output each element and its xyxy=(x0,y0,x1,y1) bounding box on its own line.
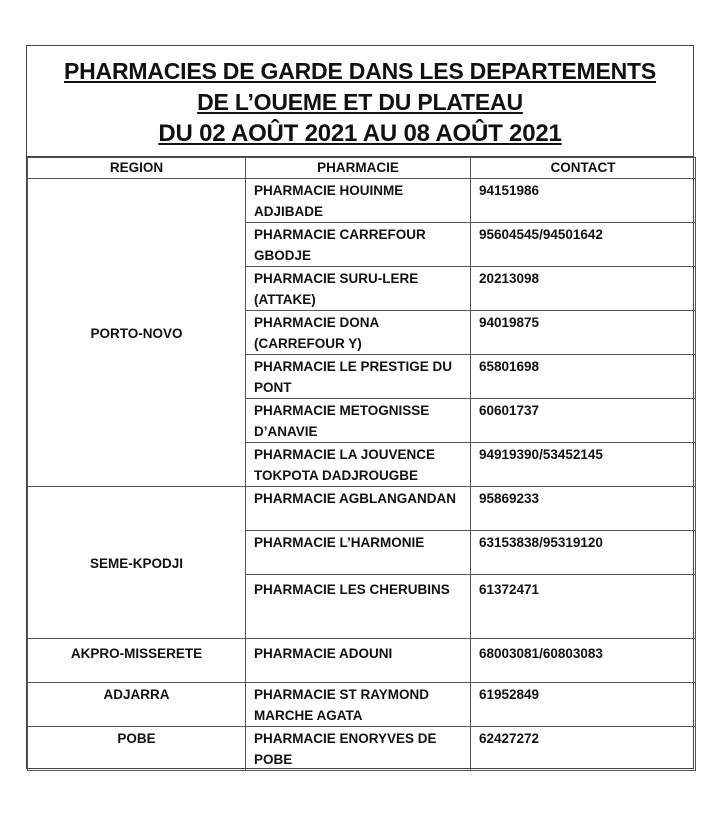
pharmacy-name: PHARMACIE ENORYVES DE POBE xyxy=(246,727,471,771)
table-header-row xyxy=(28,158,696,179)
region-adjarra: ADJARRA xyxy=(28,683,246,727)
table-row xyxy=(28,639,696,683)
table-row xyxy=(28,487,696,531)
table-row xyxy=(28,683,696,727)
pharmacy-contact: 61952849 xyxy=(471,683,696,727)
region-seme-kpodji: SEME-KPODJI xyxy=(28,487,246,639)
pharmacy-name: PHARMACIE SURU-LERE (ATTAKE) xyxy=(246,267,471,311)
pharmacy-duty-sheet xyxy=(26,45,694,769)
pharmacy-contact: 94151986 xyxy=(471,179,696,223)
pharmacy-contact: 65801698 xyxy=(471,355,696,399)
pharmacy-contact: 61372471 xyxy=(471,575,696,639)
pharmacy-name: PHARMACIE ADOUNI xyxy=(246,639,471,683)
pharmacy-name: PHARMACIE AGBLANGANDAN xyxy=(246,487,471,531)
pharmacy-name: PHARMACIE LE PRESTIGE DU PONT xyxy=(246,355,471,399)
pharmacy-name: PHARMACIE HOUINME ADJIBADE xyxy=(246,179,471,223)
table-row xyxy=(28,727,696,771)
pharmacy-contact: 95604545/94501642 xyxy=(471,223,696,267)
pharmacy-name: PHARMACIE LES CHERUBINS xyxy=(246,575,471,639)
region-akpro-misserete: AKPRO-MISSERETE xyxy=(28,639,246,683)
pharmacy-contact: 94019875 xyxy=(471,311,696,355)
region-pobe: POBE xyxy=(28,727,246,771)
header-region: REGION xyxy=(28,158,246,179)
title-line-1: PHARMACIES DE GARDE DANS LES DEPARTEMENTS xyxy=(64,58,656,84)
pharmacy-name: PHARMACIE METOGNISSE D’ANAVIE xyxy=(246,399,471,443)
title-line-2: DE L’OUEME ET DU PLATEAU xyxy=(197,89,523,115)
title-line-3: DU 02 AOÛT 2021 AU 08 AOÛT 2021 xyxy=(158,120,562,147)
pharmacy-name: PHARMACIE CARREFOUR GBODJE xyxy=(246,223,471,267)
pharmacy-contact: 68003081/60803083 xyxy=(471,639,696,683)
pharmacy-name: PHARMACIE ST RAYMOND MARCHE AGATA xyxy=(246,683,471,727)
pharmacy-name: PHARMACIE LA JOUVENCE TOKPOTA DADJROUGBE xyxy=(246,443,471,487)
pharmacy-contact: 95869233 xyxy=(471,487,696,531)
pharmacy-name: PHARMACIE DONA (CARREFOUR Y) xyxy=(246,311,471,355)
pharmacy-contact: 62427272 xyxy=(471,727,696,771)
document-title xyxy=(27,46,693,157)
header-pharmacie: PHARMACIE xyxy=(246,158,471,179)
pharmacy-table xyxy=(27,157,696,771)
pharmacy-contact: 20213098 xyxy=(471,267,696,311)
table-row xyxy=(28,179,696,223)
pharmacy-contact: 94919390/53452145 xyxy=(471,443,696,487)
region-porto-novo: PORTO-NOVO xyxy=(28,179,246,487)
pharmacy-contact: 60601737 xyxy=(471,399,696,443)
header-contact: CONTACT xyxy=(471,158,696,179)
pharmacy-name: PHARMACIE L’HARMONIE xyxy=(246,531,471,575)
pharmacy-contact: 63153838/95319120 xyxy=(471,531,696,575)
